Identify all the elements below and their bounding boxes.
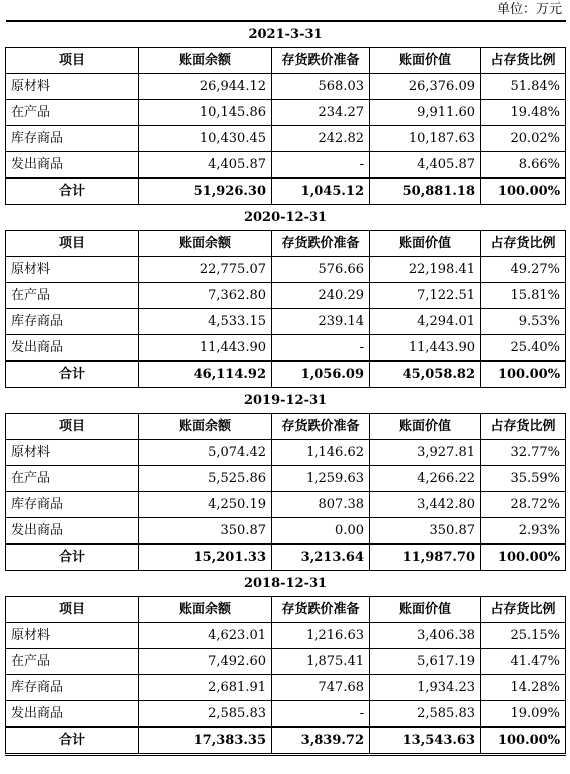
table-cell: - [272, 701, 370, 728]
table-cell: 234.27 [272, 100, 370, 126]
total-cell: 13,543.63 [370, 727, 481, 755]
unit-label: 单位：万元 [496, 2, 562, 17]
table-cell: 4,623.01 [139, 623, 272, 649]
table-cell: 568.03 [272, 74, 370, 100]
table-cell: 240.29 [272, 283, 370, 309]
table-row [6, 466, 566, 492]
total-row [6, 178, 566, 205]
column-header: 项目 [6, 597, 139, 623]
column-header: 账面价值 [370, 231, 481, 257]
table-cell: 19.48% [481, 100, 566, 126]
column-header: 账面价值 [370, 48, 481, 74]
row-label: 在产品 [6, 466, 139, 492]
table-cell: 2,681.91 [139, 675, 272, 701]
total-cell: 45,058.82 [370, 361, 481, 388]
table-cell: 32.77% [481, 440, 566, 466]
total-cell: 3,213.64 [272, 544, 370, 571]
table-cell: 20.02% [481, 126, 566, 152]
column-header: 存货跌价准备 [272, 414, 370, 440]
table-row [6, 623, 566, 649]
row-label: 在产品 [6, 283, 139, 309]
table-cell: 3,442.80 [370, 492, 481, 518]
total-row [6, 544, 566, 571]
total-cell: 100.00% [481, 727, 566, 755]
table-row [6, 440, 566, 466]
total-label: 合计 [6, 361, 139, 388]
table-cell: 4,294.01 [370, 309, 481, 335]
table-cell: 26,944.12 [139, 74, 272, 100]
total-cell: 100.00% [481, 178, 566, 205]
table-cell: 1,146.62 [272, 440, 370, 466]
table-cell: 4,266.22 [370, 466, 481, 492]
column-header: 账面余额 [139, 231, 272, 257]
column-header-row [6, 414, 566, 440]
table-cell: 1,934.23 [370, 675, 481, 701]
column-header: 项目 [6, 414, 139, 440]
row-label: 发出商品 [6, 518, 139, 545]
column-header: 存货跌价准备 [272, 231, 370, 257]
row-label: 发出商品 [6, 152, 139, 179]
table-cell: 2.93% [481, 518, 566, 545]
table-cell: 7,122.51 [370, 283, 481, 309]
column-header: 账面价值 [370, 597, 481, 623]
table-cell: 11,443.90 [370, 335, 481, 362]
table-cell: - [272, 335, 370, 362]
table-cell: 9,911.60 [370, 100, 481, 126]
section-date: 2019-12-31 [6, 388, 566, 414]
row-label: 原材料 [6, 257, 139, 283]
total-cell: 50,881.18 [370, 178, 481, 205]
table-cell: 0.00 [272, 518, 370, 545]
table-row [6, 701, 566, 728]
table-cell: 14.28% [481, 675, 566, 701]
table-row [6, 74, 566, 100]
table-cell: 242.82 [272, 126, 370, 152]
column-header-row [6, 48, 566, 74]
section-date: 2021-3-31 [6, 21, 566, 48]
section-date: 2020-12-31 [6, 205, 566, 231]
row-label: 原材料 [6, 74, 139, 100]
row-label: 原材料 [6, 623, 139, 649]
row-label: 在产品 [6, 100, 139, 126]
table-cell: 9.53% [481, 309, 566, 335]
column-header-row [6, 231, 566, 257]
total-label: 合计 [6, 544, 139, 571]
table-cell: 5,617.19 [370, 649, 481, 675]
total-cell: 3,839.72 [272, 727, 370, 755]
inventory-table-body [6, 21, 566, 755]
table-cell: 26,376.09 [370, 74, 481, 100]
column-header: 账面余额 [139, 414, 272, 440]
table-cell: 4,405.87 [370, 152, 481, 179]
table-cell: 19.09% [481, 701, 566, 728]
column-header: 占存货比例 [481, 414, 566, 440]
table-cell: 4,250.19 [139, 492, 272, 518]
row-label: 库存商品 [6, 492, 139, 518]
table-cell: 28.72% [481, 492, 566, 518]
section-date-row [6, 571, 566, 597]
table-cell: 15.81% [481, 283, 566, 309]
table-cell: 4,405.87 [139, 152, 272, 179]
total-cell: 11,987.70 [370, 544, 481, 571]
table-cell: 7,362.80 [139, 283, 272, 309]
column-header: 占存货比例 [481, 231, 566, 257]
column-header: 账面价值 [370, 414, 481, 440]
total-row [6, 361, 566, 388]
table-cell: 747.68 [272, 675, 370, 701]
table-cell: 576.66 [272, 257, 370, 283]
table-cell: - [272, 152, 370, 179]
total-cell: 1,056.09 [272, 361, 370, 388]
table-cell: 2,585.83 [370, 701, 481, 728]
row-label: 库存商品 [6, 675, 139, 701]
table-cell: 350.87 [370, 518, 481, 545]
inventory-table [5, 20, 566, 756]
table-row [6, 649, 566, 675]
column-header: 账面余额 [139, 48, 272, 74]
table-row [6, 492, 566, 518]
table-row [6, 100, 566, 126]
table-row [6, 283, 566, 309]
table-cell: 7,492.60 [139, 649, 272, 675]
table-cell: 2,585.83 [139, 701, 272, 728]
table-row [6, 257, 566, 283]
table-cell: 49.27% [481, 257, 566, 283]
row-label: 发出商品 [6, 335, 139, 362]
table-cell: 5,525.86 [139, 466, 272, 492]
total-label: 合计 [6, 178, 139, 205]
section-date-row [6, 388, 566, 414]
table-row [6, 675, 566, 701]
total-row [6, 727, 566, 755]
section-date: 2018-12-31 [6, 571, 566, 597]
table-cell: 22,775.07 [139, 257, 272, 283]
table-cell: 10,187.63 [370, 126, 481, 152]
table-cell: 22,198.41 [370, 257, 481, 283]
table-cell: 25.15% [481, 623, 566, 649]
total-cell: 17,383.35 [139, 727, 272, 755]
table-row [6, 309, 566, 335]
table-cell: 35.59% [481, 466, 566, 492]
table-cell: 25.40% [481, 335, 566, 362]
table-cell: 10,430.45 [139, 126, 272, 152]
table-cell: 8.66% [481, 152, 566, 179]
total-cell: 15,201.33 [139, 544, 272, 571]
column-header: 占存货比例 [481, 48, 566, 74]
section-date-row [6, 205, 566, 231]
row-label: 在产品 [6, 649, 139, 675]
table-cell: 239.14 [272, 309, 370, 335]
table-cell: 3,406.38 [370, 623, 481, 649]
total-label: 合计 [6, 727, 139, 755]
total-cell: 100.00% [481, 544, 566, 571]
column-header-row [6, 597, 566, 623]
total-cell: 51,926.30 [139, 178, 272, 205]
table-row [6, 126, 566, 152]
column-header: 存货跌价准备 [272, 597, 370, 623]
table-cell: 350.87 [139, 518, 272, 545]
table-cell: 1,875.41 [272, 649, 370, 675]
column-header: 占存货比例 [481, 597, 566, 623]
section-date-row [6, 21, 566, 48]
table-cell: 41.47% [481, 649, 566, 675]
column-header: 项目 [6, 48, 139, 74]
column-header: 存货跌价准备 [272, 48, 370, 74]
column-header: 账面余额 [139, 597, 272, 623]
table-cell: 51.84% [481, 74, 566, 100]
table-cell: 807.38 [272, 492, 370, 518]
row-label: 发出商品 [6, 701, 139, 728]
table-cell: 3,927.81 [370, 440, 481, 466]
column-header: 项目 [6, 231, 139, 257]
table-cell: 11,443.90 [139, 335, 272, 362]
table-row [6, 335, 566, 362]
table-cell: 5,074.42 [139, 440, 272, 466]
row-label: 库存商品 [6, 309, 139, 335]
row-label: 原材料 [6, 440, 139, 466]
table-cell: 1,259.63 [272, 466, 370, 492]
total-cell: 100.00% [481, 361, 566, 388]
table-cell: 1,216.63 [272, 623, 370, 649]
total-cell: 1,045.12 [272, 178, 370, 205]
row-label: 库存商品 [6, 126, 139, 152]
table-cell: 4,533.15 [139, 309, 272, 335]
table-row [6, 518, 566, 545]
table-cell: 10,145.86 [139, 100, 272, 126]
total-cell: 46,114.92 [139, 361, 272, 388]
table-row [6, 152, 566, 179]
